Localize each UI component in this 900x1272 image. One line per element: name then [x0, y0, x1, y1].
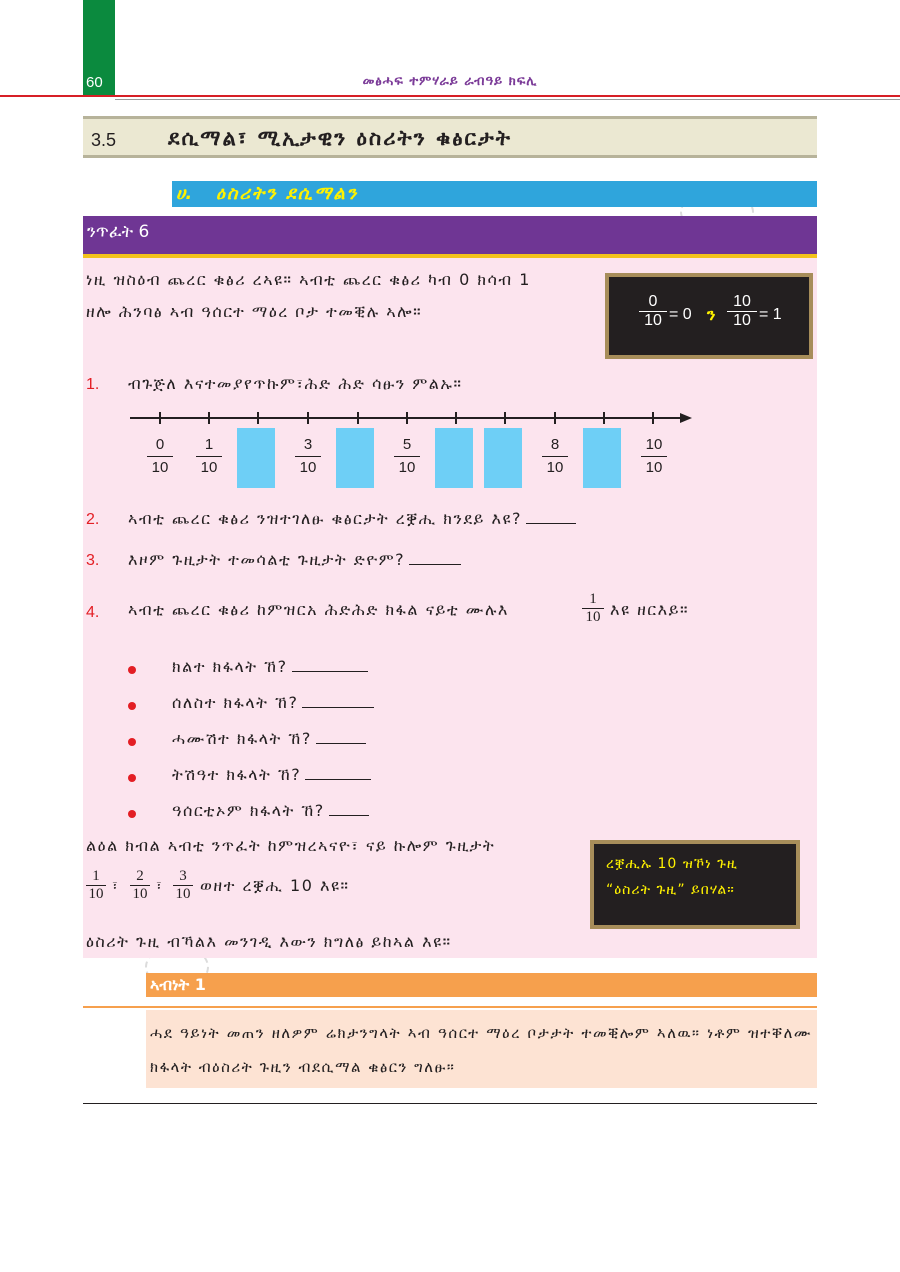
denominator: 10: [546, 459, 564, 476]
fraction-one-tenth: [582, 591, 604, 626]
fraction-one-tenth: [86, 868, 106, 903]
bullet-icon: [128, 738, 136, 746]
list-item: [172, 657, 368, 677]
answer-blank[interactable]: [305, 765, 371, 780]
page-number: 60: [86, 74, 103, 91]
list-item-text: ሓሙሽተ ክፋላት ኸ?: [172, 729, 312, 748]
answer-blank[interactable]: [329, 801, 369, 816]
question-2-text: ኣብቲ ጨረር ቁፅሪ ንዝተገለፁ ቁፅርታት ረቛሒ ክንደይ እዩ?: [128, 509, 522, 528]
list-item: [172, 801, 369, 821]
section-number: 3.5: [91, 130, 117, 150]
denominator: 10: [733, 312, 751, 329]
equals-zero: = 0: [669, 306, 692, 323]
question-1-text: ብጉጅለ እናተመያየጥኩም፣ሕድ ሕድ ሳፁን ምልኡ።: [128, 374, 463, 393]
numerator: 3: [179, 868, 187, 884]
numerator: 10: [733, 293, 751, 310]
answer-blank[interactable]: [316, 729, 366, 744]
fraction-ten-tenths: [727, 293, 757, 330]
answer-blank[interactable]: [409, 550, 461, 565]
bullet-icon: [128, 774, 136, 782]
example-header: [146, 973, 817, 997]
activity-title: ንጥፈት 6: [87, 222, 150, 242]
answer-blank[interactable]: [526, 509, 576, 524]
section-title: ደሲማል፣ ሚኢታዊን ዕስሪትን ቁፅርታት: [168, 126, 512, 150]
numerator: 0: [155, 436, 165, 453]
denominator: 10: [645, 459, 663, 476]
answer-box[interactable]: [237, 428, 275, 488]
denominator: 10: [585, 609, 601, 625]
bullet-icon: [128, 702, 136, 710]
denominator: 10: [175, 886, 191, 902]
running-head: መፅሓፍ ተምሃራይ ራብዓይ ክፍሊ: [362, 74, 538, 89]
question-2: [128, 509, 576, 529]
list-item: [172, 729, 366, 749]
answer-box[interactable]: [484, 428, 522, 488]
definition-line-2: “ዕስሪት ጉዚ” ይበሃል።: [606, 882, 735, 898]
answer-box[interactable]: [336, 428, 374, 488]
number-line-label: [145, 436, 175, 476]
bullet-icon: [128, 666, 136, 674]
answer-blank[interactable]: [302, 693, 374, 708]
number-line-label: [540, 436, 570, 476]
list-item-text: ዓሰርቲኦም ክፋላት ኸ?: [172, 801, 325, 820]
numerator: 5: [402, 436, 412, 453]
example-box: [146, 1010, 817, 1088]
list-item: [172, 765, 371, 785]
activity-header: [83, 216, 817, 254]
example-rule: [83, 1006, 817, 1008]
fraction-bar: [641, 456, 667, 457]
fraction-bar: [196, 456, 222, 457]
subsection-title: ዕስሪትን ደሲማልን: [216, 183, 359, 204]
denominator: 10: [644, 312, 662, 329]
connector-word: ን: [707, 305, 716, 324]
blackboard-fractions: [605, 273, 813, 359]
numerator: 8: [550, 436, 560, 453]
denominator: 10: [299, 459, 317, 476]
subsection-heading: [172, 181, 817, 207]
numerator: 1: [204, 436, 214, 453]
equals-one: = 1: [759, 306, 782, 323]
definition-line-1: ረቛሒኡ 10 ዝኾነ ጉዚ: [606, 856, 738, 872]
answer-box[interactable]: [583, 428, 621, 488]
number-line-label: [639, 436, 669, 476]
arrow-head-icon: [680, 413, 692, 423]
question-number: 4.: [86, 604, 100, 621]
numerator: 10: [645, 436, 663, 453]
separator: ፣: [112, 878, 118, 894]
question-4-text-b: እዩ ዘርእይ።: [610, 600, 689, 619]
question-3-text: እዞም ጉዚታት ተመሳልቲ ጉዚታት ድዮም?: [128, 550, 406, 569]
question-number: 2.: [86, 511, 100, 528]
bottom-rule: [83, 1103, 817, 1104]
denominator: 10: [200, 459, 218, 476]
list-item-text: ክልተ ክፋላት ኸ?: [172, 657, 288, 676]
subsection-letter: ሀ.: [176, 183, 193, 204]
answer-box[interactable]: [435, 428, 473, 488]
fraction-zero-tenths: [639, 293, 667, 330]
question-number: 3.: [86, 552, 100, 569]
list-item-text: ትሽዓተ ክፋላት ኸ?: [172, 765, 302, 784]
section-heading: [83, 116, 817, 158]
closing-text-b: ወዘተ ረቛሒ 10 እዩ።: [200, 876, 350, 895]
example-text: ሓደ ዓይነት መጠን ዘለዎም ሬክታንግላት ኣብ ዓሰርተ ማዕረ ቦታታት ተመቒሎም ኣለዉ። ነቶም ዝተቐለሙ ክፋላት ብዕስሪት ጉዚን ብደሲማል ቁፅርን ግለፁ።: [150, 1024, 812, 1076]
denominator: 10: [132, 886, 148, 902]
fraction-three-tenths: [173, 868, 193, 903]
numerator: 3: [303, 436, 313, 453]
number-line-label: [194, 436, 224, 476]
denominator: 10: [88, 886, 104, 902]
fraction-bar: [542, 456, 568, 457]
example-title: ኣብነት 1: [150, 975, 206, 994]
numerator: 1: [589, 591, 597, 607]
list-item: [172, 693, 374, 713]
list-item-text: ሰለስተ ክፋላት ኸ?: [172, 693, 299, 712]
separator: ፣: [156, 878, 162, 894]
answer-blank[interactable]: [292, 657, 368, 672]
activity-intro: ነዚ ዝስዕብ ጨረር ቁፅሪ ረኣዩ። ኣብቲ ጨረር ቁፅሪ ካብ 0 ክሳብ 1 ዘሎ ሕንባፅ ኣብ ዓሰርተ ማዕረ ቦታ ተመቒሉ ኣሎ።: [86, 270, 531, 321]
numerator: 1: [92, 868, 100, 884]
number-line: [126, 404, 696, 430]
header-rule-secondary: [115, 99, 900, 100]
number-line-label: [392, 436, 422, 476]
bullet-icon: [128, 810, 136, 818]
header-rule: [0, 95, 900, 97]
numerator: 2: [136, 868, 144, 884]
question-3: [128, 550, 461, 570]
closing-text-a: ልዕል ክብል ኣብቲ ንጥፈት ከምዝረኣናዮ፣ ናይ ኩሎም ጉዚታት: [86, 836, 496, 855]
activity-header-rule: [83, 254, 817, 258]
denominator: 10: [398, 459, 416, 476]
numerator: 0: [648, 293, 658, 310]
blackboard-definition: [590, 840, 800, 929]
fraction-bar: [295, 456, 321, 457]
denominator: 10: [151, 459, 169, 476]
fraction-two-tenths: [130, 868, 150, 903]
fraction-bar: [394, 456, 420, 457]
number-line-label: [293, 436, 323, 476]
question-4-text-a: ኣብቲ ጨረር ቁፅሪ ከምዝርአ ሕድሕድ ክፋል ናይቲ ሙሉእ: [128, 600, 509, 619]
question-number: 1.: [86, 376, 100, 393]
fraction-bar: [147, 456, 173, 457]
closing-text-c: ዕስሪት ጉዚ ብኻልእ መንገዲ እውን ክግለፅ ይከኣል እዩ።: [86, 932, 452, 951]
